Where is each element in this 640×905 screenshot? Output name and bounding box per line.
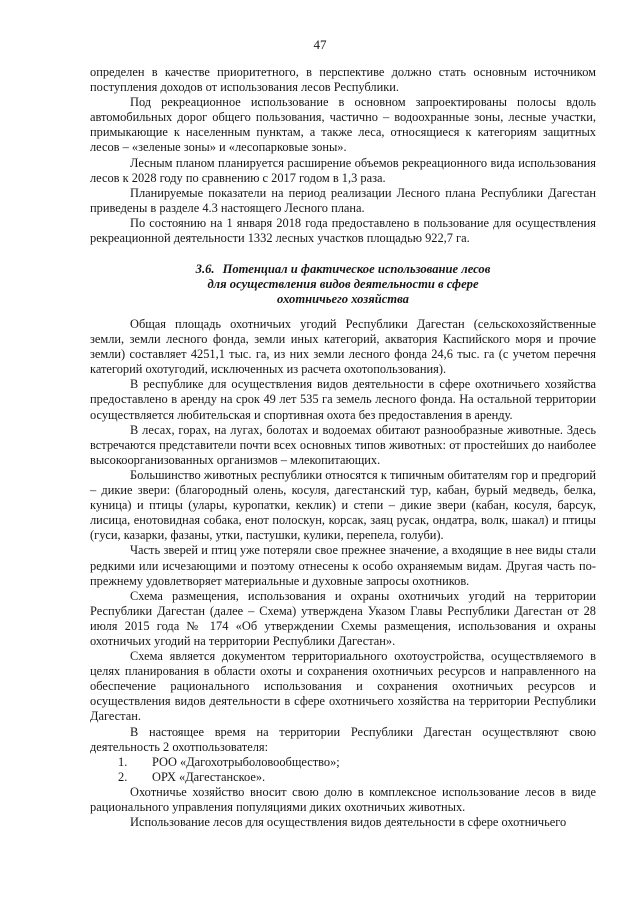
section-title-line: охотничьего хозяйства [277, 292, 409, 306]
paragraph: Схема размещения, использования и охраны охотничьих угодий на территории Республики Дагестан (далее – Схема) утверждена Указом Главы Республики Дагестан от 28 июля 2015 года № 174 «Об утверждении Схемы размещения, использования и охраны охотничьих угодий на территории Республики Дагестан». [90, 588, 596, 648]
section-heading-line-1 [90, 262, 596, 277]
section-title-line: Потенциал и фактическое использование лесов [222, 262, 491, 276]
paragraph: В республике для осуществления видов деятельности в сфере охотничьего хозяйства предоставлено в аренду на срок 49 лет 535 га земель лесного фонда. На остальной территории осуществляется любительская и спортивная охота без предоставления в аренду. [90, 377, 596, 422]
paragraph: Лесным планом планируется расширение объемов рекреационного вида использования лесов к 2028 году по сравнению с 2017 годом в 1,3 раза. [90, 155, 596, 185]
section-heading [90, 262, 596, 307]
paragraph: Под рекреационное использование в основном запроектированы полосы вдоль автомобильных дорог общего пользования, частично – водоохранные зоны, лесные участки, примыкающие к населенным пунктам, а также леса, относящиеся к категориям защитных лесов – «зеленые зоны» и «лесопарковые зоны». [90, 95, 596, 155]
paragraph: Часть зверей и птиц уже потеряли свое прежнее значение, а входящие в нее виды стали редкими или исчезающими и поэтому отнесены к особо охраняемым видам. Другая часть по-прежнему удовлетворяет материальные и духовные запросы охотников. [90, 543, 596, 588]
paragraph: Схема является документом территориального охотоустройства, осуществляемого в целях планирования в области охоты и сохранения охотничьих ресурсов и направленного на обеспечение рационального использования и сохранения охотничьих ресурсов и осуществления видов деятельности в сфере охотничьего хозяйства на территории Республики Дагестан. [90, 649, 596, 724]
paragraph: В настоящее время на территории Республики Дагестан осуществляют свою деятельность 2 охотпользователя: [90, 724, 596, 754]
section-number: 3.6. [195, 262, 215, 276]
paragraph: Использование лесов для осуществления видов деятельности в сфере охотничьего [130, 815, 567, 830]
list-item [90, 770, 596, 785]
paragraph: Общая площадь охотничьих угодий Республики Дагестан (сельскохозяйственные земли, земли лесного фонда, земли иных категорий, акватория Каспийского моря и прочие земли) составляет 4251,1 тыс. га, из них земли лесного фонда 24,6 тыс. га (с учетом перечня категорий охотугодий, исключенных из расчета охотопользования). [90, 317, 596, 377]
top-text-block [90, 65, 596, 246]
list-item [90, 755, 596, 770]
list-item-number: 1. [118, 754, 128, 769]
paragraph: Планируемые показатели на период реализации Лесного плана Республики Дагестан приведены в разделе 4.3 настоящего Лесного плана. [90, 185, 596, 215]
list-item-number: 2. [118, 769, 128, 784]
section-title-line: для осуществления видов деятельности в сфере [207, 277, 479, 291]
paragraph: Охотничье хозяйство вносит свою долю в комплексное использование лесов в виде рационального управления популяциями диких охотничьих животных. [90, 784, 596, 814]
page-number: 47 [313, 37, 327, 52]
paragraph: определен в качестве приоритетного, в перспективе должно стать основным источником поступления доходов от использования лесов Республики. [90, 65, 596, 95]
list-item-text: ОРХ «Дагестанское». [152, 769, 266, 784]
paragraph: Большинство животных республики относятся к типичным обитателям гор и предгорий – дикие звери: (благородный олень, косуля, дагестанский тур, кабан, бурый медведь, белка, куница) и птицы (улары, куропатки, кеклик) и степи – дикие звери (кабан, косуля, барсук, лисица, енотовидная собака, енот полоскун, корсак, заяц русак, ондатра, волк, шакал) и птицы (гуси, казарки, фазаны, утки, пастушки, кулики, перепела, голуби). [90, 467, 596, 543]
paragraph: В лесах, горах, на лугах, болотах и водоемах обитают разнообразные животные. Здесь встречаются представители почти всех основных типов животных: от простейших до наиболее высокоорганизованных организмов – млекопитающих. [90, 422, 596, 467]
list-item-text: РОО «Дагохотрыболовообщество»; [152, 754, 340, 769]
section-text-block [90, 317, 596, 830]
paragraph: По состоянию на 1 января 2018 года предоставлено в пользование для осуществления рекреационной деятельности 1332 лесных участков площадью 922,7 га. [90, 215, 596, 246]
